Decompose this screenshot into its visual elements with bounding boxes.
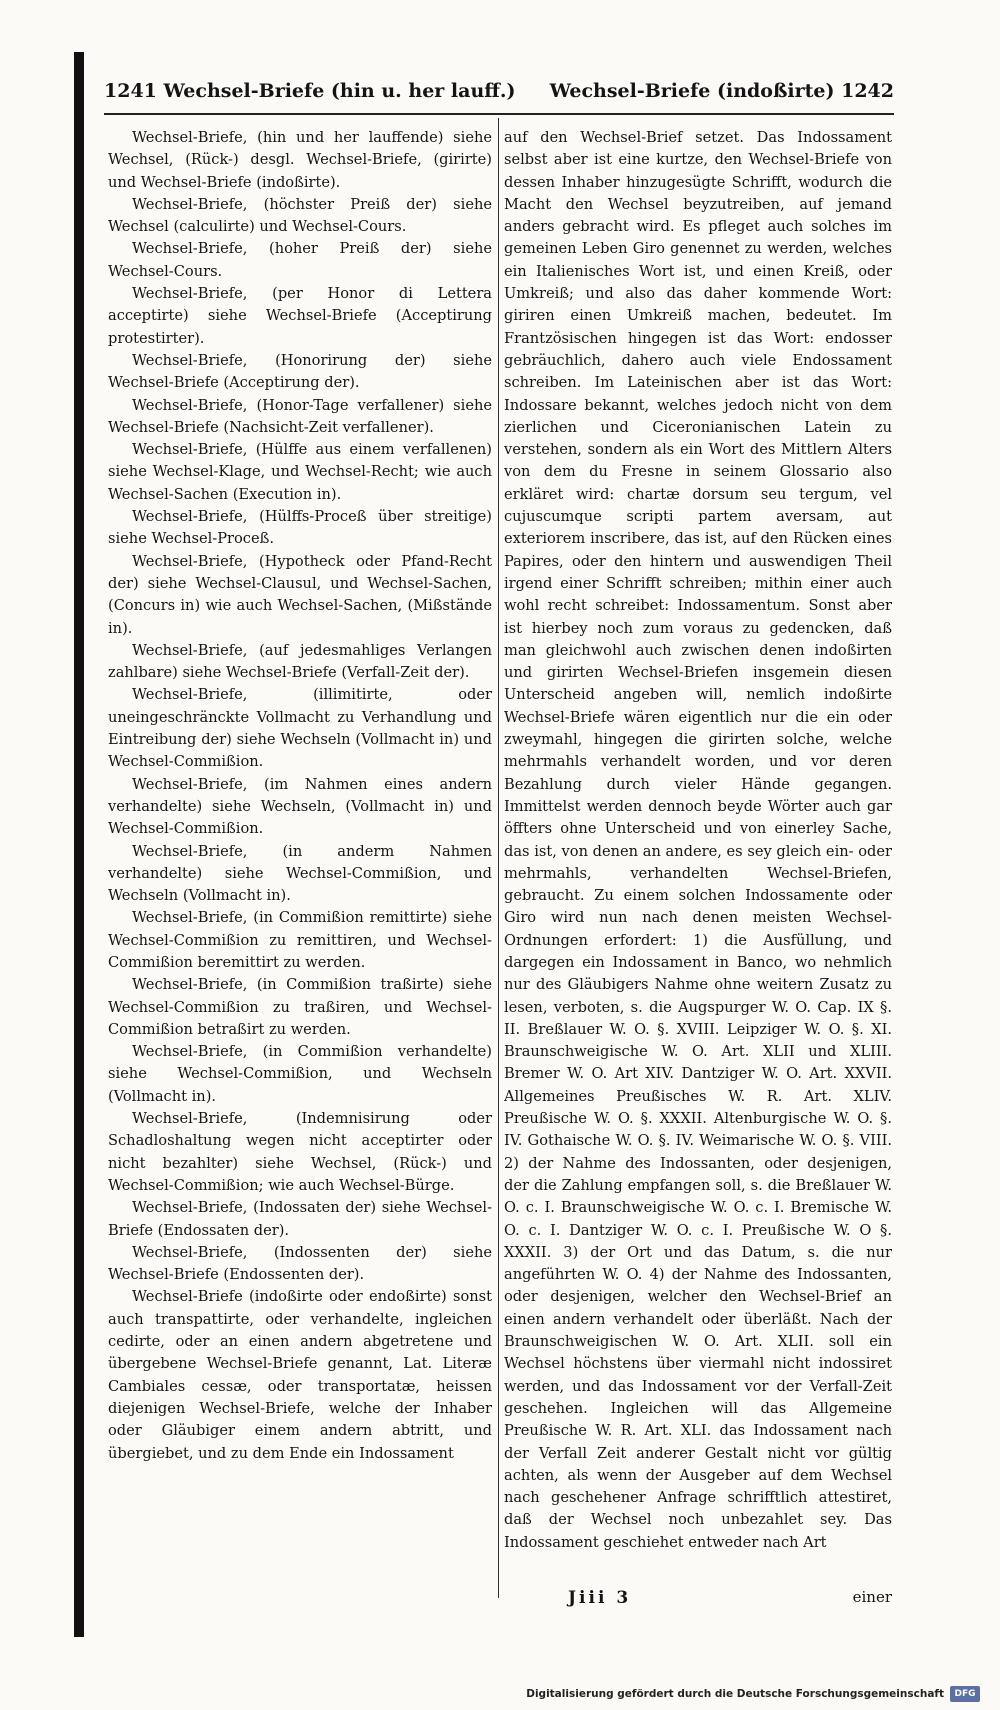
dictionary-entry: Wechsel-Briefe, (hin und her lauffende) siehe Wechsel, (Rück-) desgl. Wechsel-Briefe, (girirte) und Wechsel-Briefe (indoßirte). — [108, 129, 492, 191]
dictionary-entry: Wechsel-Briefe, (im Nahmen eines andern verhandelte) siehe Wechseln, (Vollmacht in) und Wechsel-Commißion. — [108, 775, 492, 838]
dictionary-entry: Wechsel-Briefe, (hoher Preiß der) siehe Wechsel-Cours. — [108, 240, 492, 280]
header-rule — [104, 113, 894, 115]
binding-edge — [74, 52, 84, 1637]
dictionary-entry: Wechsel-Briefe, (Hülffe aus einem verfallenen) siehe Wechsel-Klage, und Wechsel-Recht; wie auch Wechsel-Sachen (Execution in). — [108, 441, 492, 503]
signature-mark: Jiii 3 — [568, 1588, 632, 1608]
dictionary-entry: Wechsel-Briefe, (in Commißion verhandelte) siehe Wechsel-Commißion, und Wechseln (Vollmacht in). — [108, 1043, 492, 1105]
running-header — [104, 80, 894, 110]
dictionary-entry: Wechsel-Briefe, (illimitirte, oder uneingeschränckte Vollmacht zu Verhandlung und Eintreibung der) siehe Wechseln (Vollmacht in) und Wechsel-Commißion. — [108, 686, 492, 771]
dictionary-entry: Wechsel-Briefe (indoßirte oder endoßirte) sonst auch transpattirte, oder verhandelte, ingleichen cedirte, oder an einen andern abgetretene und übergebene Wechsel-Briefe genannt, Lat. Literæ Cambiales cessæ, oder transportatæ, heissen diejenigen Wechsel-Briefe, welche der Inhaber oder Gläubiger einem andern abtritt, und übergiebet, und zu dem Ende ein Indossament — [108, 1288, 492, 1462]
attribution-text: Digitalisierung gefördert durch die Deutsche Forschungsgemeinschaft — [526, 1688, 944, 1700]
column-divider — [498, 118, 499, 1598]
dictionary-entry: Wechsel-Briefe, (Hülffs-Proceß über streitige) siehe Wechsel-Proceß. — [108, 508, 492, 548]
dictionary-entry: Wechsel-Briefe, (Honor-Tage verfallener) siehe Wechsel-Briefe (Nachsicht-Zeit verfallener). — [108, 396, 492, 436]
left-column — [108, 127, 492, 1582]
dictionary-entry: Wechsel-Briefe, (Indemnisirung oder Schadloshaltung wegen nicht acceptirter oder nicht bezahlter) siehe Wechsel, (Rück-) und Wechsel-Commißion; wie auch Wechsel-Bürge. — [108, 1110, 492, 1194]
dictionary-entry: Wechsel-Briefe, (in Commißion traßirte) siehe Wechsel-Commißion zu traßiren, und Wechsel-Commißion betraßirt zu werden. — [108, 976, 492, 1038]
dictionary-entry: Wechsel-Briefe, (Indossenten der) siehe Wechsel-Briefe (Endossenten der). — [108, 1243, 492, 1284]
right-column-text: auf den Wechsel-Brief setzet. Das Indossament selbst aber ist eine kurtze, den Wechsel-Briefe von dessen Inhaber hinzugesügte Schrifft, wodurch die Macht den Wechsel beyzutreiben, auf jemand anders gebracht wird. Es pfleget auch solches im gemeinen Leben Giro genennet zu werden, welches ein Italienisches Wort ist, und einen Kreiß, oder Umkreiß; und also das daher kommende Wort: giriren einen Umkreiß machen, bedeutet. Im Frantzösischen hingegen ist das Wort: endosser gebräuchlich, dahero auch viele Endossament schreiben. Im Lateinischen aber ist das Wort: Indossare bekannt, welches jedoch nicht von dem zierlichen und Ciceronianischen Latein zu verstehen, sondern als ein Wort des Mittlern Alters von dem du Fresne in seinem Glossario also erkläret wird: chartæ dorsum seu tergum, vel cujuscumque scripti partem aversam, aut exteriorem inscribere, das ist, auf den Rücken eines Papires, oder den hintern und auswendigen Theil irgend einer Schrifft schreiben; mithin einer auch wohl recht schreibet: Indossamentum. Sonst aber ist hierbey noch zum voraus zu gedencken, daß man gleichwohl auch zwischen denen indoßirten und girirten Wechsel-Briefen insgemein diesen Unterscheid angeben will, nemlich indoßirte Wechsel-Briefe wären eigentlich nur die ein oder zweymahl, hingegen die girirten solche, welche mehrmahls verhandelt worden, und vor deren Bezahlung durch vieler Hände gegangen. Immittelst werden dennoch beyde Wörter auch gar öffters ohne Unterscheid und von einerley Sache, das ist, von denen an andere, es sey gleich ein- oder mehrmahls, verhandelten Wechsel-Briefen, gebraucht. Zu einem solchen Indossamente oder Giro wird nun nach denen meisten Wechsel-Ordnungen erfordert: 1) die Ausfüllung, und dargegen ein Indossament in Banco, wo nehmlich nur des Gläubigers Nahme ohne weitern Zusatz zu lesen, verboten, s. die Augspurger W. O. Cap. IX §. II. Breßlauer W. O. §. XVIII. Leipziger W. O. §. XI. Braunschweigische W. O. Art. XLII und XLIII. Bremer W. O. Art XIV. Dantziger W. O. Art. XXVII. Allgemeines Preußisches W. R. Art. XLIV. Preußische W. O. §. XXXII. Altenburgische W. O. §. IV. Gothaische W. O. §. IV. Weimarische W. O. §. VIII. 2) der Nahme des Indossanten, oder desjenigen, der die Zahlung empfangen soll, s. die Breßlauer W. O. c. I. Braunschweigische W. O. c. I. Bremische W. O. c. I. Dantziger W. O. c. I. Preußische W. O §. XXXII. 3) der Ort und das Datum, s. die nur angeführten W. O. 4) der Nahme des Indossanten, oder desjenigen, welcher den Wechsel-Brief an einen andern verhandelt oder überläßt. Nach der Braunschweigischen W. O. Art. XLII. soll ein Wechsel höchstens über viermahl nicht indossiret werden, und das Indossament vor der Verfall-Zeit geschehen. Ingleichen will das Allgemeine Preußische W. R. Art. XLI. das Indossament nach der Verfall Zeit anderer Gestalt nicht vor gültig achten, als wenn der Ausgeber auf dem Wechsel nach geschehener Anfrage schrifftlich attestiret, daß der Wechsel noch unbezahlet sey. Das Indossament geschiehet entweder nach Art — [504, 129, 892, 1551]
dictionary-entry: Wechsel-Briefe, (in Commißion remittirte) siehe Wechsel-Commißion zu remittiren, und Wechsel-Commißion beremittirt zu werden. — [108, 909, 492, 971]
dictionary-entry: Wechsel-Briefe, (Indossaten der) siehe Wechsel-Briefe (Endossaten der). — [108, 1199, 492, 1239]
dictionary-entry: Wechsel-Briefe, (Honorirung der) siehe Wechsel-Briefe (Acceptirung der). — [108, 351, 492, 392]
dfg-logo: DFG — [950, 1686, 980, 1702]
dictionary-entry: Wechsel-Briefe, (in anderm Nahmen verhandelte) siehe Wechsel-Commißion, und Wechseln (Vollmacht in). — [108, 842, 492, 905]
right-column — [504, 127, 892, 1582]
header-right: Wechsel-Briefe (indoßirte) 1242 — [549, 80, 894, 102]
dictionary-entry: Wechsel-Briefe, (Hypotheck oder Pfand-Recht der) siehe Wechsel-Clausul, und Wechsel-Sachen, (Concurs in) wie auch Wechsel-Sachen, (Mißstände in). — [108, 552, 492, 637]
dictionary-entry: Wechsel-Briefe, (auf jedesmahliges Verlangen zahlbare) siehe Wechsel-Briefe (Verfall-Zeit der). — [108, 641, 492, 682]
dictionary-entry: Wechsel-Briefe, (höchster Preiß der) siehe Wechsel (calculirte) und Wechsel-Cours. — [108, 195, 492, 236]
catchword: einer — [852, 1588, 892, 1606]
attribution-bar — [526, 1684, 980, 1706]
header-left: 1241 Wechsel-Briefe (hin u. her lauff.) — [104, 80, 516, 102]
dictionary-entry: Wechsel-Briefe, (per Honor di Lettera acceptirte) siehe Wechsel-Briefe (Acceptirung protestirter). — [108, 285, 492, 347]
